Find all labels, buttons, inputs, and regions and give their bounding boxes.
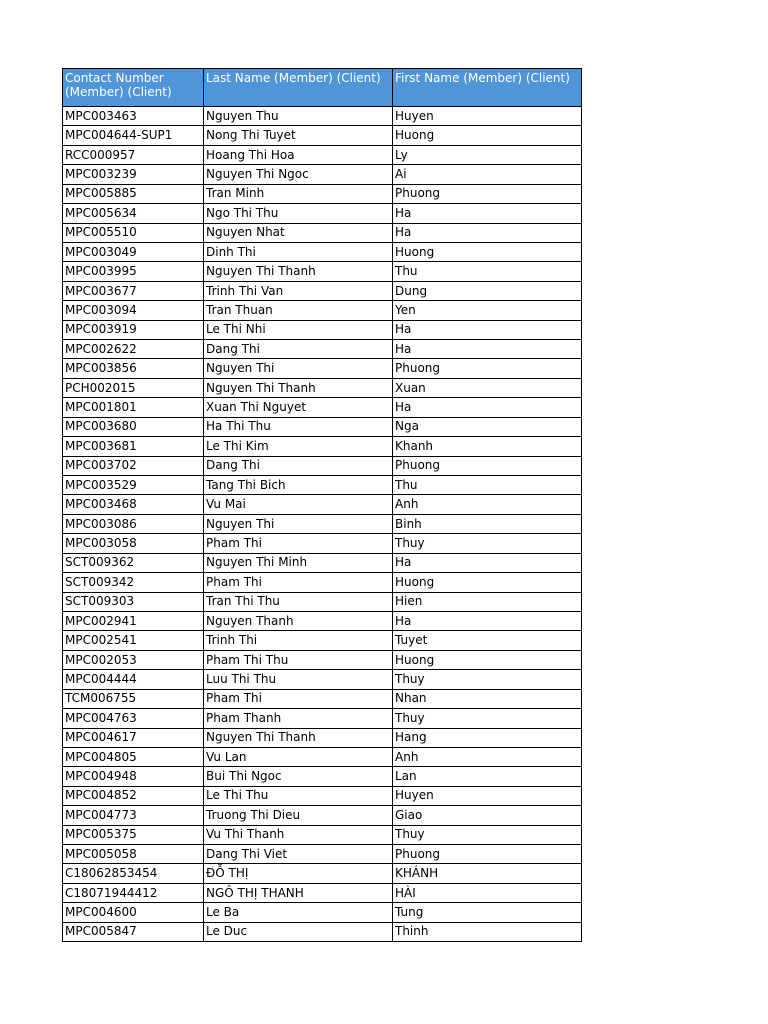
cell-first-name[interactable]: Lan — [393, 767, 582, 786]
table-row — [63, 359, 582, 378]
cell-contact-number[interactable]: MPC005375 — [63, 825, 204, 844]
table-row — [63, 301, 582, 320]
cell-contact-number[interactable]: MPC005885 — [63, 184, 204, 203]
cell-last-name[interactable]: Le Thi Nhi — [204, 320, 393, 339]
cell-first-name[interactable]: Thuy — [393, 709, 582, 728]
cell-contact-number[interactable]: MPC004444 — [63, 670, 204, 689]
table-row — [63, 864, 582, 883]
cell-first-name[interactable]: Ha — [393, 398, 582, 417]
cell-first-name[interactable]: Ha — [393, 223, 582, 242]
cell-first-name[interactable]: Thuy — [393, 534, 582, 553]
cell-contact-number[interactable]: MPC002053 — [63, 650, 204, 669]
cell-contact-number[interactable]: MPC004600 — [63, 903, 204, 922]
table-row — [63, 456, 582, 475]
cell-contact-number[interactable]: MPC003463 — [63, 107, 204, 126]
cell-contact-number[interactable]: PCH002015 — [63, 378, 204, 397]
table-row — [63, 922, 582, 941]
cell-last-name[interactable]: Nong Thi Tuyet — [204, 126, 393, 145]
table-row — [63, 340, 582, 359]
cell-contact-number[interactable]: C18062853454 — [63, 864, 204, 883]
table-row — [63, 592, 582, 611]
cell-contact-number[interactable]: MPC002622 — [63, 340, 204, 359]
cell-last-name[interactable]: Bui Thi Ngoc — [204, 767, 393, 786]
cell-last-name[interactable]: Nguyen Thi — [204, 514, 393, 533]
cell-last-name[interactable]: Le Duc — [204, 922, 393, 941]
cell-first-name[interactable]: Huyen — [393, 107, 582, 126]
cell-last-name[interactable]: Le Ba — [204, 903, 393, 922]
cell-first-name[interactable]: Anh — [393, 495, 582, 514]
table-row — [63, 281, 582, 300]
cell-contact-number[interactable]: MPC003995 — [63, 262, 204, 281]
cell-last-name[interactable]: Trinh Thi — [204, 631, 393, 650]
table-body — [63, 107, 582, 942]
cell-contact-number[interactable]: MPC003049 — [63, 242, 204, 261]
cell-first-name[interactable]: Thu — [393, 476, 582, 495]
table-row — [63, 553, 582, 572]
table-row — [63, 825, 582, 844]
cell-last-name[interactable]: Nguyen Thi Thanh — [204, 262, 393, 281]
cell-first-name[interactable]: Ai — [393, 165, 582, 184]
cell-contact-number[interactable]: RCC000957 — [63, 145, 204, 164]
table-row — [63, 514, 582, 533]
cell-last-name[interactable]: Nguyen Thi Minh — [204, 553, 393, 572]
cell-first-name[interactable]: Thu — [393, 262, 582, 281]
cell-contact-number[interactable]: MPC005058 — [63, 845, 204, 864]
table-row — [63, 845, 582, 864]
cell-first-name[interactable]: Phuong — [393, 184, 582, 203]
cell-contact-number[interactable]: MPC004617 — [63, 728, 204, 747]
cell-first-name[interactable]: Ha — [393, 340, 582, 359]
table-row — [63, 165, 582, 184]
cell-last-name[interactable]: Dinh Thi — [204, 242, 393, 261]
cell-last-name[interactable]: Xuan Thi Nguyet — [204, 398, 393, 417]
table-row — [63, 709, 582, 728]
cell-contact-number[interactable]: MPC004948 — [63, 767, 204, 786]
cell-contact-number[interactable]: MPC004773 — [63, 806, 204, 825]
cell-contact-number[interactable]: SCT009342 — [63, 573, 204, 592]
table-row — [63, 650, 582, 669]
cell-contact-number[interactable]: MPC002941 — [63, 611, 204, 630]
cell-last-name[interactable]: Nguyen Thi Ngoc — [204, 165, 393, 184]
cell-last-name[interactable]: Hoang Thi Hoa — [204, 145, 393, 164]
cell-last-name[interactable]: Ngo Thi Thu — [204, 204, 393, 223]
cell-contact-number[interactable]: MPC003680 — [63, 417, 204, 436]
cell-last-name[interactable]: Nguyen Thu — [204, 107, 393, 126]
cell-first-name[interactable]: Hang — [393, 728, 582, 747]
cell-last-name[interactable]: Le Thi Thu — [204, 786, 393, 805]
cell-first-name[interactable]: Huyen — [393, 786, 582, 805]
header-first-name[interactable]: First Name (Member) (Client) — [393, 69, 582, 107]
cell-first-name[interactable]: Ha — [393, 611, 582, 630]
cell-last-name[interactable]: Pham Thi — [204, 689, 393, 708]
cell-last-name[interactable]: Nguyen Thi Thanh — [204, 378, 393, 397]
table-row — [63, 903, 582, 922]
cell-last-name[interactable]: Nguyen Thi — [204, 359, 393, 378]
table-row — [63, 204, 582, 223]
cell-contact-number[interactable]: MPC005510 — [63, 223, 204, 242]
table-row — [63, 223, 582, 242]
table-row — [63, 398, 582, 417]
table-row — [63, 145, 582, 164]
cell-first-name[interactable]: Huong — [393, 242, 582, 261]
cell-last-name[interactable]: Pham Thanh — [204, 709, 393, 728]
cell-last-name[interactable]: Dang Thi — [204, 456, 393, 475]
cell-first-name[interactable]: Nhan — [393, 689, 582, 708]
header-last-name[interactable]: Last Name (Member) (Client) — [204, 69, 393, 107]
cell-first-name[interactable]: Yen — [393, 301, 582, 320]
cell-first-name[interactable]: Giao — [393, 806, 582, 825]
table-row — [63, 573, 582, 592]
cell-last-name[interactable]: Pham Thi — [204, 534, 393, 553]
cell-contact-number[interactable]: MPC001801 — [63, 398, 204, 417]
cell-first-name[interactable]: Dung — [393, 281, 582, 300]
cell-last-name[interactable]: Tran Thuan — [204, 301, 393, 320]
cell-first-name[interactable]: Nga — [393, 417, 582, 436]
cell-contact-number[interactable]: MPC003086 — [63, 514, 204, 533]
cell-first-name[interactable]: Huong — [393, 126, 582, 145]
cell-last-name[interactable]: Pham Thi — [204, 573, 393, 592]
cell-first-name[interactable]: Hien — [393, 592, 582, 611]
cell-contact-number[interactable]: MPC003681 — [63, 437, 204, 456]
table-row — [63, 378, 582, 397]
cell-contact-number[interactable]: MPC003677 — [63, 281, 204, 300]
cell-first-name[interactable]: Phuong — [393, 845, 582, 864]
table-row — [63, 495, 582, 514]
cell-contact-number[interactable]: MPC002541 — [63, 631, 204, 650]
table-row — [63, 806, 582, 825]
cell-first-name[interactable]: Thuy — [393, 670, 582, 689]
cell-contact-number[interactable]: MPC003856 — [63, 359, 204, 378]
cell-contact-number[interactable]: C18071944412 — [63, 883, 204, 902]
table-row — [63, 767, 582, 786]
cell-first-name[interactable]: KHÁNH — [393, 864, 582, 883]
cell-last-name[interactable]: Vu Lan — [204, 747, 393, 766]
table-row — [63, 728, 582, 747]
cell-last-name[interactable]: Trinh Thi Van — [204, 281, 393, 300]
cell-last-name[interactable]: Tran Thi Thu — [204, 592, 393, 611]
cell-contact-number[interactable]: MPC004805 — [63, 747, 204, 766]
table-row — [63, 786, 582, 805]
cell-contact-number[interactable]: MPC004763 — [63, 709, 204, 728]
cell-last-name[interactable]: ĐỖ THỊ — [204, 864, 393, 883]
table-row — [63, 670, 582, 689]
table-row — [63, 107, 582, 126]
contacts-table — [62, 68, 582, 942]
cell-first-name[interactable]: HÀI — [393, 883, 582, 902]
cell-first-name[interactable]: Ha — [393, 320, 582, 339]
cell-last-name[interactable]: Vu Mai — [204, 495, 393, 514]
cell-first-name[interactable]: Ha — [393, 204, 582, 223]
cell-first-name[interactable]: Binh — [393, 514, 582, 533]
cell-last-name[interactable]: Dang Thi — [204, 340, 393, 359]
cell-contact-number[interactable]: MPC004852 — [63, 786, 204, 805]
cell-contact-number[interactable]: MPC003468 — [63, 495, 204, 514]
cell-contact-number[interactable]: MPC003702 — [63, 456, 204, 475]
cell-contact-number[interactable]: MPC004644-SUP1 — [63, 126, 204, 145]
cell-contact-number[interactable]: MPC005847 — [63, 922, 204, 941]
cell-contact-number[interactable]: MPC005634 — [63, 204, 204, 223]
header-contact-number[interactable]: Contact Number (Member) (Client) — [63, 69, 204, 107]
cell-contact-number[interactable]: MPC003239 — [63, 165, 204, 184]
cell-first-name[interactable]: Thinh — [393, 922, 582, 941]
cell-first-name[interactable]: Ha — [393, 553, 582, 572]
table-row — [63, 689, 582, 708]
cell-contact-number[interactable]: SCT009362 — [63, 553, 204, 572]
cell-contact-number[interactable]: MPC003058 — [63, 534, 204, 553]
cell-last-name[interactable]: Truong Thi Dieu — [204, 806, 393, 825]
cell-last-name[interactable]: Nguyen Nhat — [204, 223, 393, 242]
cell-last-name[interactable]: Pham Thi Thu — [204, 650, 393, 669]
cell-first-name[interactable]: Thuy — [393, 825, 582, 844]
table-row — [63, 242, 582, 261]
table-row — [63, 611, 582, 630]
cell-first-name[interactable]: Khanh — [393, 437, 582, 456]
table-row — [63, 184, 582, 203]
cell-contact-number[interactable]: TCM006755 — [63, 689, 204, 708]
cell-first-name[interactable]: Huong — [393, 650, 582, 669]
table-row — [63, 747, 582, 766]
table-row — [63, 476, 582, 495]
cell-last-name[interactable]: Ha Thi Thu — [204, 417, 393, 436]
cell-contact-number[interactable]: MPC003094 — [63, 301, 204, 320]
table-row — [63, 126, 582, 145]
cell-first-name[interactable]: Xuan — [393, 378, 582, 397]
cell-last-name[interactable]: Le Thi Kim — [204, 437, 393, 456]
cell-contact-number[interactable]: MPC003529 — [63, 476, 204, 495]
table-row — [63, 320, 582, 339]
cell-first-name[interactable]: Tuyet — [393, 631, 582, 650]
cell-first-name[interactable]: Anh — [393, 747, 582, 766]
cell-first-name[interactable]: Huong — [393, 573, 582, 592]
cell-contact-number[interactable]: SCT009303 — [63, 592, 204, 611]
cell-first-name[interactable]: Phuong — [393, 456, 582, 475]
cell-last-name[interactable]: Nguyen Thi Thanh — [204, 728, 393, 747]
cell-first-name[interactable]: Phuong — [393, 359, 582, 378]
table-row — [63, 883, 582, 902]
cell-last-name[interactable]: Vu Thi Thanh — [204, 825, 393, 844]
header-row — [63, 69, 582, 107]
cell-first-name[interactable]: Tung — [393, 903, 582, 922]
cell-first-name[interactable]: Ly — [393, 145, 582, 164]
cell-contact-number[interactable]: MPC003919 — [63, 320, 204, 339]
table-row — [63, 437, 582, 456]
cell-last-name[interactable]: Tran Minh — [204, 184, 393, 203]
table-row — [63, 417, 582, 436]
table-row — [63, 262, 582, 281]
cell-last-name[interactable]: Luu Thi Thu — [204, 670, 393, 689]
table-row — [63, 534, 582, 553]
table-row — [63, 631, 582, 650]
cell-last-name[interactable]: Tang Thi Bich — [204, 476, 393, 495]
cell-last-name[interactable]: Dang Thi Viet — [204, 845, 393, 864]
table-header — [63, 69, 582, 107]
cell-last-name[interactable]: NGÔ THỊ THANH — [204, 883, 393, 902]
cell-last-name[interactable]: Nguyen Thanh — [204, 611, 393, 630]
